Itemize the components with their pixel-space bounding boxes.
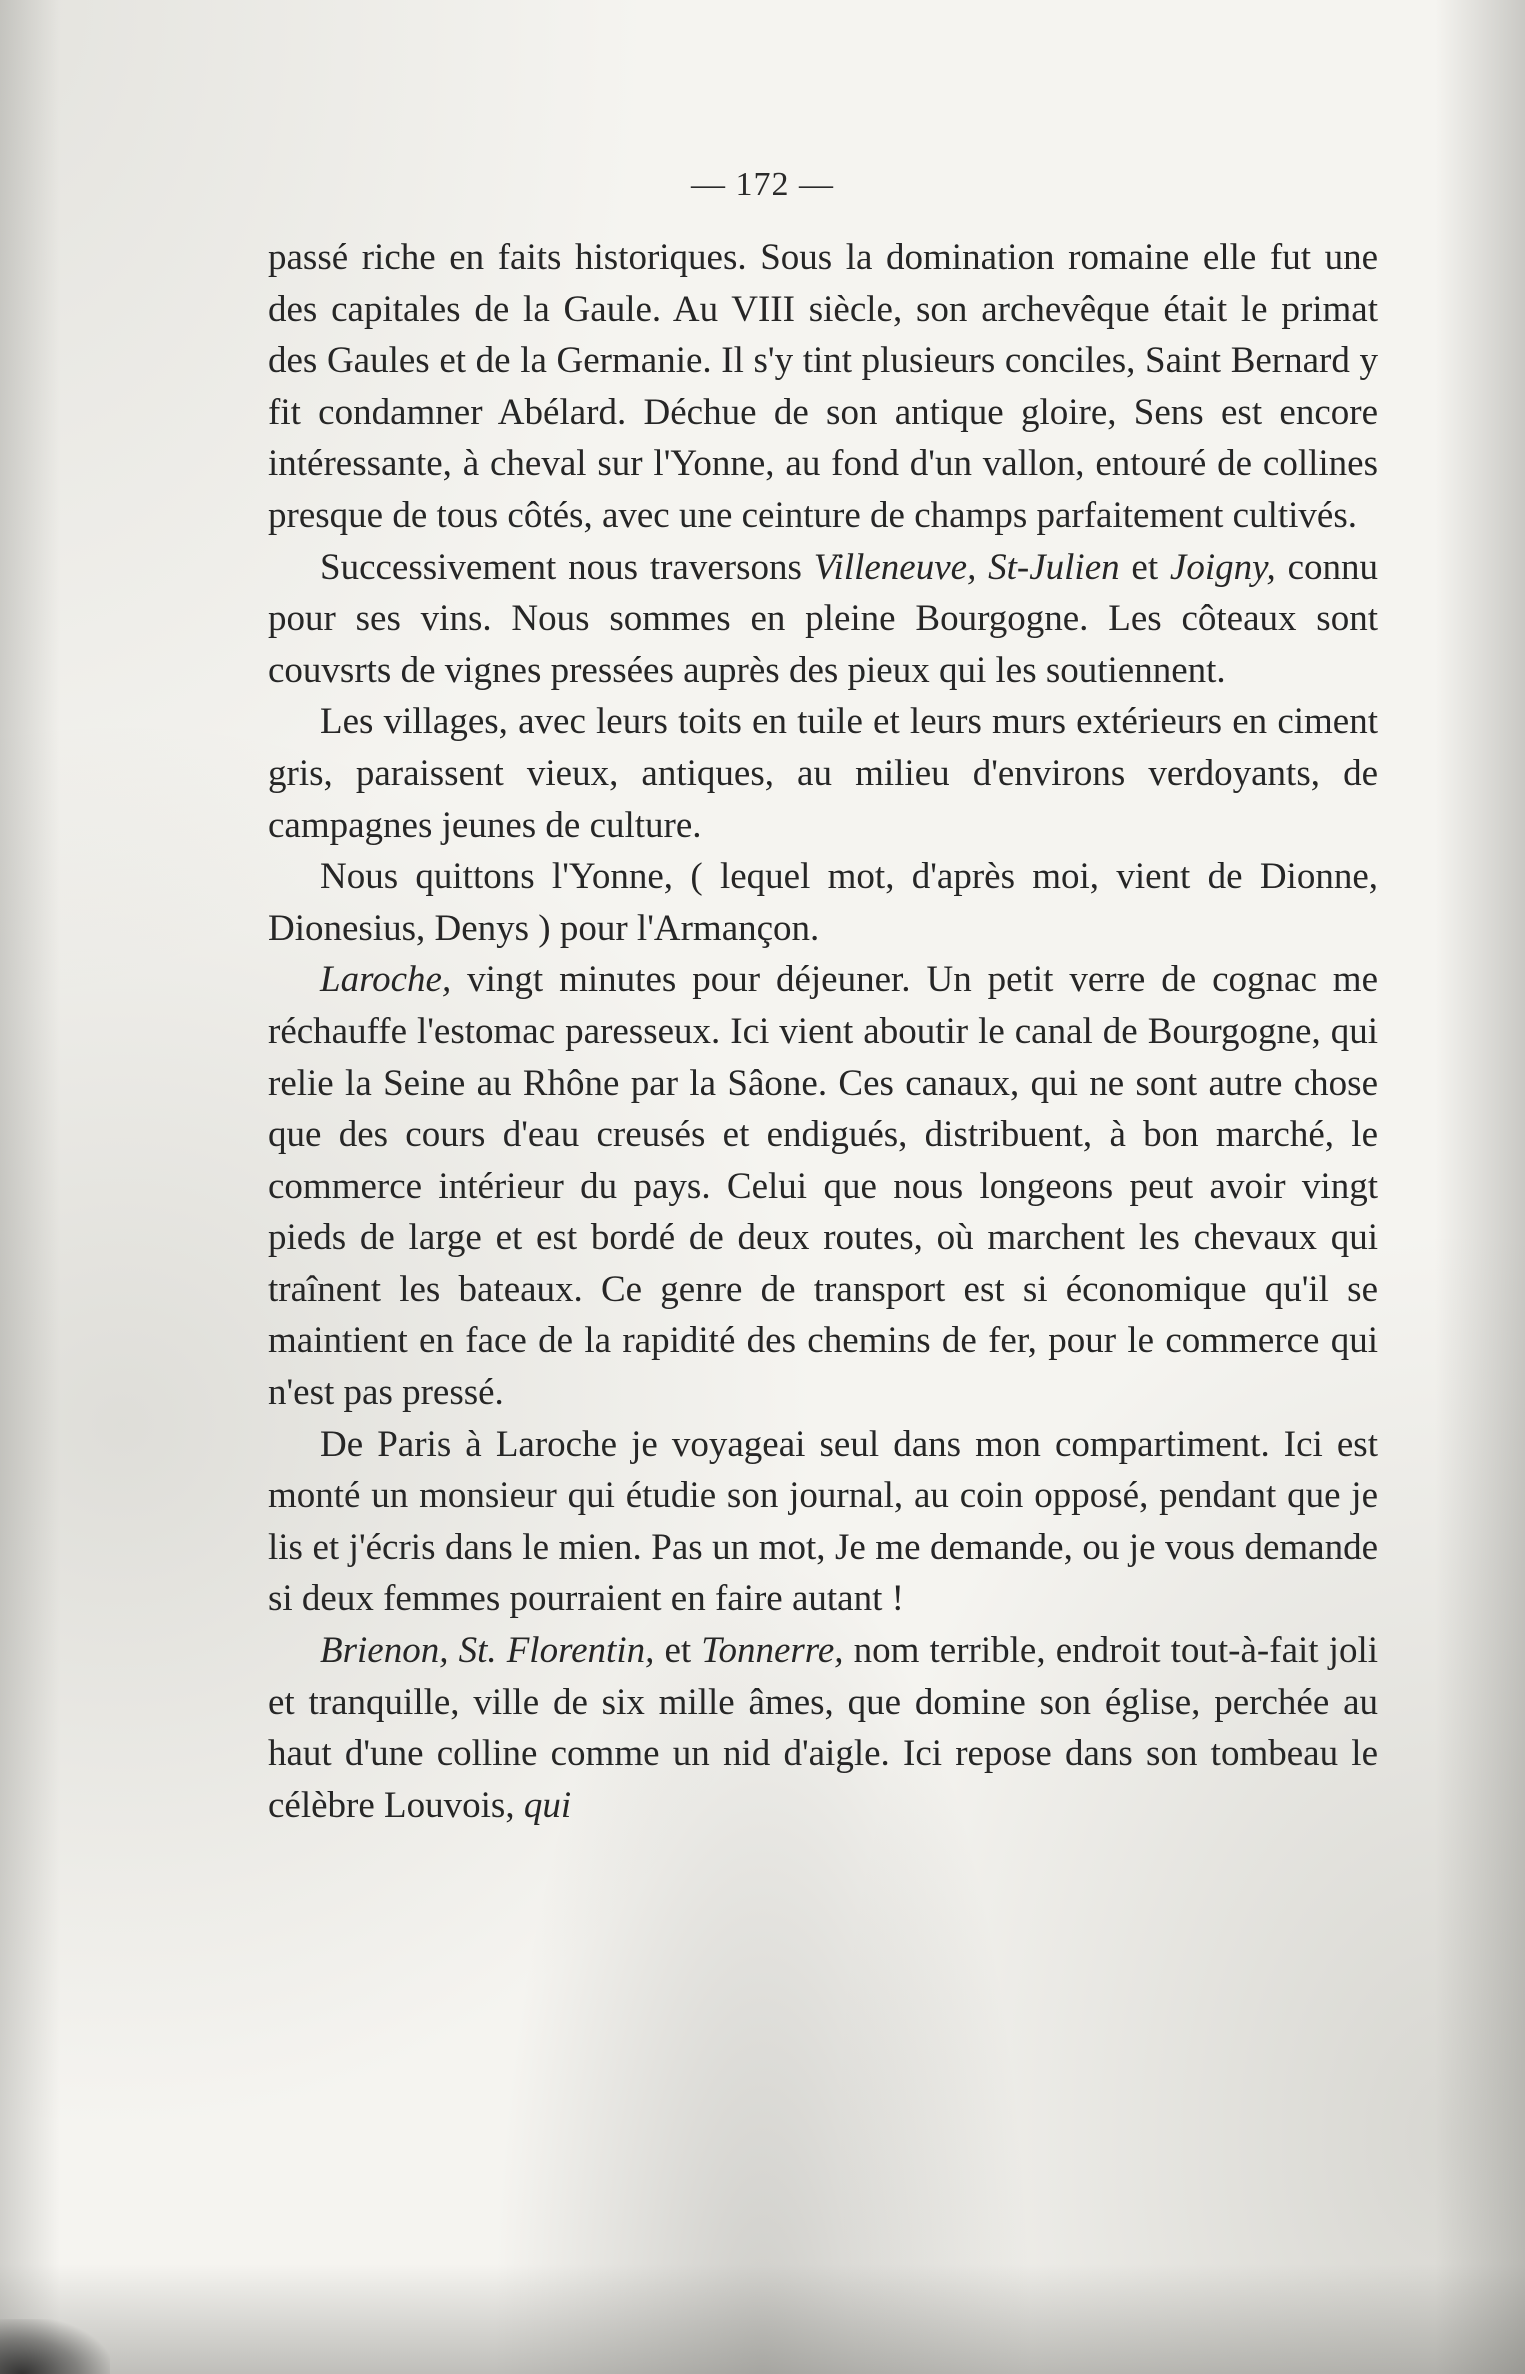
page-number: — 172 — xyxy=(691,166,834,203)
page-shadow-right xyxy=(1435,0,1525,2374)
paragraph xyxy=(268,1419,1378,1625)
italic-text-segment: Joigny, xyxy=(1169,546,1276,588)
paragraph xyxy=(268,954,1378,1418)
text-segment: nom terrible, endroit tout-à-fait joli et tranquille, ville de six mille âmes, que domine son église, perchée au haut d'une colline comme un nid d'aigle. Ici repose dans son tombeau le célèbre Louvois, xyxy=(268,1630,1378,1826)
text-segment: vingt minutes pour déjeuner. Un petit verre de cognac me réchauffe l'estomac paresseux. Ici vient aboutir le canal de Bourgogne, qui relie la Seine au Rhône par la Sâone. Ces canaux, qui ne sont autre chose que des cours d'eau creusés et endigués, distribuent, à bon marché, le commerce intérieur du pays. Celui que nous longeons peut avoir vingt pieds de large et est bordé de deux routes, où marchent les chevaux qui traînent les bateaux. Ce genre de transport est si économique qu'il se maintient en face de la rapidité des chemins de fer, pour le commerce qui n'est pas pressé. xyxy=(268,959,1378,1414)
text-segment: et xyxy=(654,1630,702,1672)
text-segment: passé riche en faits historiques. Sous la domination romaine elle fut une des capitales de la Gaule. Au VIII siècle, son archevêque était le primat des Gaules et de la Germanie. Il s'y tint plusieurs conciles, Saint Bernard y fit condamner Abélard. Déchue de son antique gloire, Sens est encore intéressante, à cheval sur l'Yonne, au fond d'un vallon, entouré de collines presque de tous côtés, avec une ceinture de champs parfaitement cultivés. xyxy=(268,237,1378,536)
paragraph xyxy=(268,696,1378,851)
paragraph xyxy=(268,232,1378,542)
text-segment: connu pour ses vins. Nous sommes en pleine Bourgogne. Les côteaux sont couvsrts de vignes pressées auprès des pieux qui les soutiennent. xyxy=(268,546,1378,691)
italic-text-segment: Laroche, xyxy=(320,959,452,1001)
text-segment: Nous quittons l'Yonne, ( lequel mot, d'après moi, vient de Dionne, Dionesius, Denys ) pour l'Armançon. xyxy=(268,856,1378,949)
body-text xyxy=(268,232,1378,1831)
text-segment: et xyxy=(1119,546,1170,588)
ink-blot xyxy=(0,2319,110,2374)
italic-text-segment: Brienon, St. Florentin, xyxy=(320,1630,655,1672)
text-segment: De Paris à Laroche je voyageai seul dans mon compartiment. Ici est monté un monsieur qui étudie son journal, au coin opposé, pendant que je lis et j'écris dans le mien. Pas un mot, Je me demande, ou je vous demande si deux femmes pourraient en faire autant ! xyxy=(268,1423,1378,1620)
page-shadow-bottom xyxy=(0,2264,1525,2374)
text-segment: Les villages, avec leurs toits en tuile et leurs murs extérieurs en ciment gris, paraissent vieux, antiques, au milieu d'environs verdoyants, de campagnes jeunes de culture. xyxy=(268,701,1378,846)
italic-text-segment: Villeneuve, St-Julien xyxy=(813,546,1120,588)
paragraph xyxy=(268,1625,1378,1831)
text-segment: Successivement nous traversons xyxy=(320,546,814,588)
italic-text-segment: Tonnerre, xyxy=(701,1630,844,1672)
paragraph xyxy=(268,851,1378,954)
italic-text-segment: qui xyxy=(523,1784,572,1826)
page-shadow-left xyxy=(0,0,60,2374)
paragraph xyxy=(268,542,1378,697)
